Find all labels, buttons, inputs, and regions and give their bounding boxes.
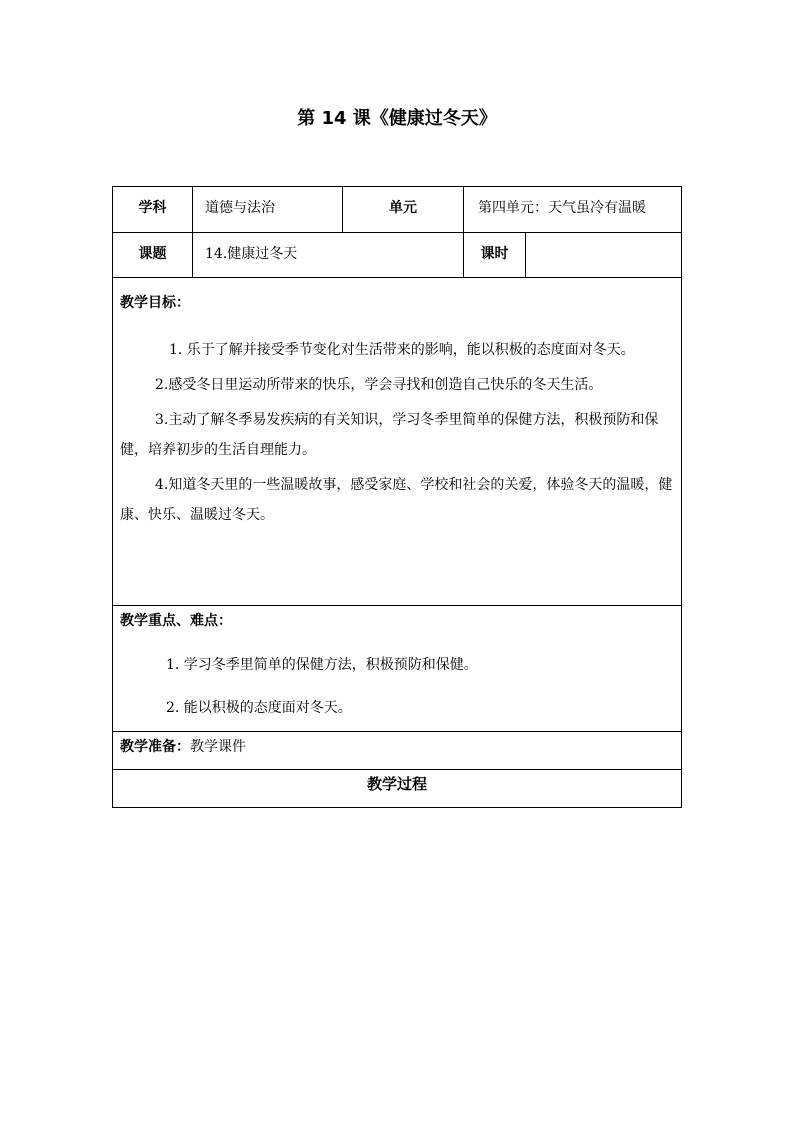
table-row [113, 278, 682, 606]
table-row [113, 233, 682, 278]
table-row [113, 770, 682, 808]
focus-item: 2. 能以积极的态度面对冬天。 [166, 700, 352, 716]
goal-item: 2.感受冬日里运动所带来的快乐，学会寻找和创造自己快乐的冬天生活。 [155, 377, 603, 393]
unit-value: 第四单元：天气虽冷有温暖 [464, 187, 682, 233]
goal-item: 1. 乐于了解并接受季节变化对生活带来的影响，能以积极的态度面对冬天。 [169, 342, 635, 358]
table-row [113, 606, 682, 732]
topic-value: 14.健康过冬天 [193, 233, 464, 278]
goal-item: 4.知道冬天里的一些温暖故事，感受家庭、学校和社会的关爱，体验冬天的温暖，健康、快乐、温暖过冬天。 [120, 477, 673, 523]
subject-label: 学科 [113, 187, 193, 233]
period-value [526, 233, 682, 278]
focus-section [113, 606, 682, 732]
goals-heading: 教学目标： [120, 295, 190, 311]
lesson-plan-table [112, 186, 682, 808]
goals-section [113, 278, 682, 606]
table-row [113, 187, 682, 233]
subject-value: 道德与法治 [193, 187, 343, 233]
focus-item: 1. 学习冬季里简单的保健方法，积极预防和保健。 [166, 657, 478, 673]
focus-heading: 教学重点、难点： [120, 613, 232, 629]
topic-label: 课题 [113, 233, 193, 278]
page-title: 第 14 课《健康过冬天》 [297, 108, 497, 129]
unit-label: 单元 [343, 187, 464, 233]
process-heading: 教学过程 [113, 770, 682, 808]
goal-item: 3.主动了解冬季易发疾病的有关知识，学习冬季里简单的保健方法，积极预防和保健，培养初步的生活自理能力。 [120, 412, 659, 458]
table-row [113, 732, 682, 770]
prep-section [113, 732, 682, 770]
prep-value: 教学课件 [190, 739, 246, 755]
prep-label: 教学准备： [120, 739, 190, 755]
period-label: 课时 [464, 233, 526, 278]
